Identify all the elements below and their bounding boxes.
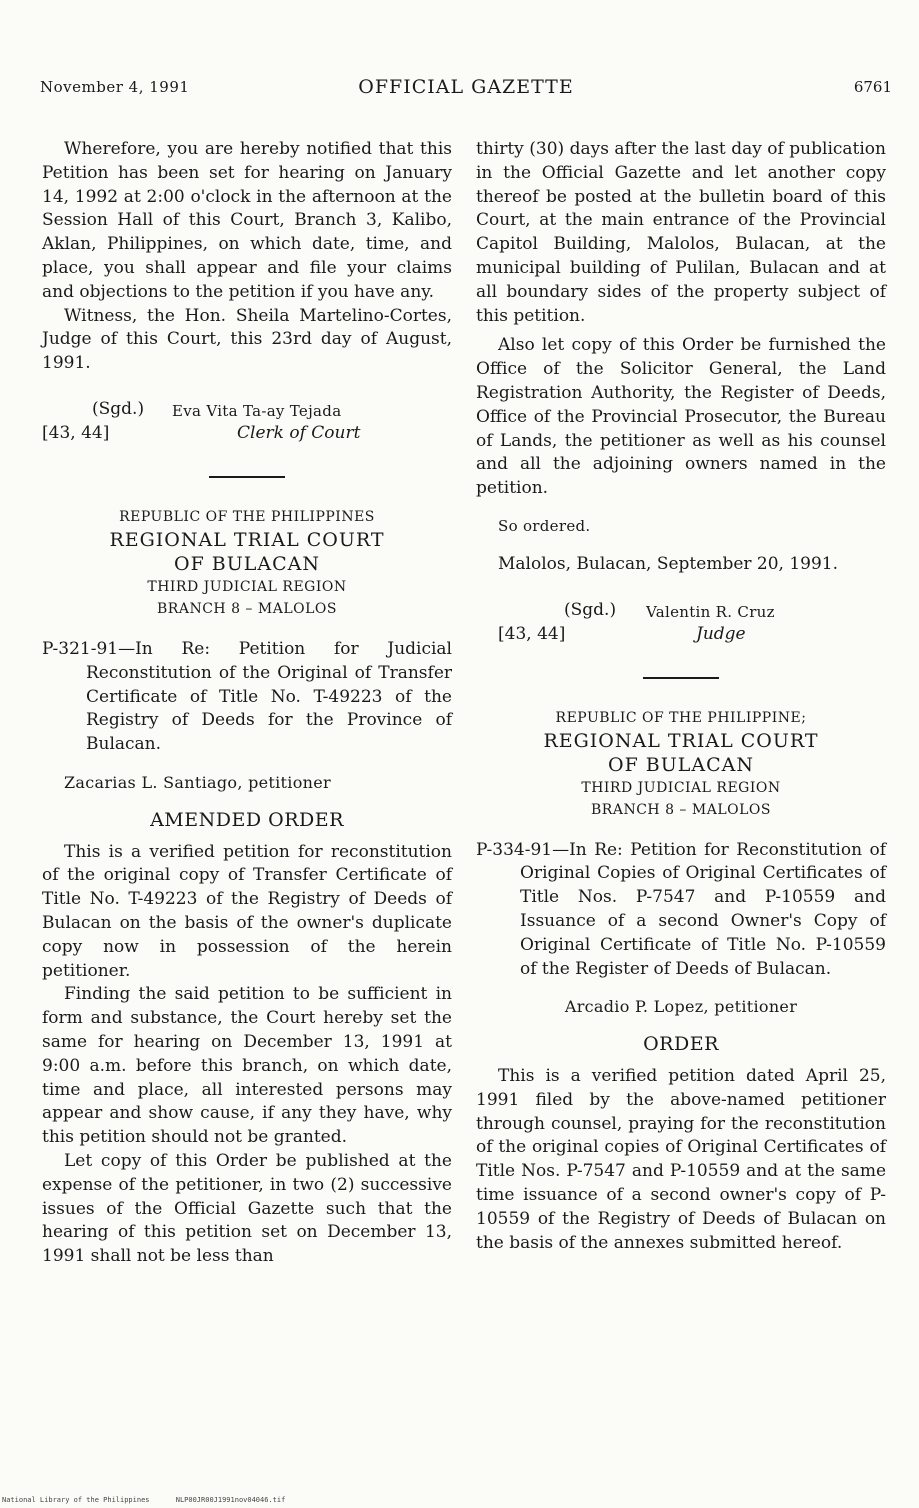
- so-ordered: So ordered.: [498, 516, 591, 535]
- court-province: OF BULACAN: [608, 753, 754, 776]
- order-paragraph: This is a verified petition dated April 25, 1991 filed by the above-named petitioner through counsel, praying for the reconstitution of the original copies of Original Certificates of Title Nos. P-7547 and P-10559 and at the same time issuance of a second owner's copy of P-10559 of the Registry of Deeds of Bulacan on the basis of the annexes submitted hereof.: [476, 1065, 886, 1253]
- signatory-name: Valentin R. Cruz: [646, 602, 775, 621]
- header-publication: OFFICIAL GAZETTE: [358, 76, 574, 98]
- place-and-date: Malolos, Bulacan, September 20, 1991.: [498, 553, 839, 574]
- order-paragraph-1: This is a verified petition for reconstitution of the original copy of Transfer Certificate of Title No. T-49223 of the Registry of Deeds of Bulacan on the basis of the owner's duplicate copy now in possession of the herein petitioner.: [42, 841, 452, 981]
- order-paragraph-3: Let copy of this Order be published at the expense of the petitioner, in two (2) successive issues of the Official Gazette such that the hearing of this petition set on December 13, 1991 shall not be less than: [42, 1150, 452, 1267]
- court-region: THIRD JUDICIAL REGION: [581, 779, 781, 796]
- republic-line: REPUBLIC OF THE PHILIPPINES: [119, 508, 375, 525]
- order-paragraph-2: Finding the said petition to be sufficient in form and substance, the Court hereby set the same for hearing on December 13, 1991 at 9:00 a.m. before this branch, on which date, time and place, all interested persons may appear and show cause, if any they have, why this petition should not be granted.: [42, 984, 452, 1148]
- court-name: REGIONAL TRIAL COURT: [109, 528, 385, 551]
- furnish-paragraph: Also let copy of this Order be furnished the Office of the Solicitor General, the Land Registration Authority, the Register of Deeds, Office of the Provincial Prosecutor, the Bureau of Lands, the petitioner as well as his counsel and all the adjoining owners named in the petition.: [476, 335, 886, 499]
- clerk-signature: [42, 398, 452, 446]
- witness-paragraph: Witness, the Hon. Sheila Martelino-Cortes, Judge of this Court, this 23rd day of August, 1991.: [42, 305, 452, 374]
- sgd-label: (Sgd.): [564, 599, 617, 620]
- library-credit: National Library of the Philippines: [2, 1496, 150, 1504]
- court-heading: [42, 506, 452, 620]
- case-title: P-321-91—In Re: Petition for Judicial Reconstitution of the Original of Transfer Certificate of Title No. T-49223 of the Registry of Deeds for the Province of Bulacan.: [42, 638, 452, 755]
- section-divider: [643, 677, 719, 679]
- issue-reference: [43, 44]: [42, 422, 110, 443]
- signatory-title: Judge: [696, 623, 746, 644]
- republic-line: REPUBLIC OF THE PHILIPPINE;: [555, 709, 807, 726]
- notice-paragraph: Wherefore, you are hereby notified that this Petition has been set for hearing on January 14, 1992 at 2:00 o'clock in the afternoon at the Session Hall of this Court, Branch 3, Kalibo, Aklan, Philippines, on which date, time, and place, you shall appear and file your claims and objections to the petition if you have any.: [42, 139, 452, 302]
- petitioner-line: Zacarias L. Santiago, petitioner: [64, 772, 331, 792]
- continued-paragraph: thirty (30) days after the last day of publication in the Official Gazette and let another copy thereof be posted at the bulletin board of this Court, at the main entrance of the Provincial Capitol Building, Malolos, Bulacan, at the municipal building of Pulilan, Bulacan and at all boundary sides of the property subject of this petition.: [476, 139, 886, 326]
- court-branch: BRANCH 8 – MALOLOS: [591, 801, 771, 818]
- section-divider: [209, 476, 285, 478]
- order-heading: ORDER: [643, 1033, 719, 1056]
- case-title: P-334-91—In Re: Petition for Reconstitution of Original Copies of Original Certificates of Title Nos. P-7547 and P-10559 and Issuance of a second Owner's Copy of Original Certificate of Title No. P-10559 of the Register of Deeds of Bulacan.: [476, 839, 886, 979]
- court-branch: BRANCH 8 – MALOLOS: [157, 600, 337, 617]
- scan-filename: NLP00JR00J1991nov04046.tif: [175, 1496, 286, 1504]
- left-column: [42, 138, 452, 1269]
- page-header: [40, 76, 892, 102]
- issue-reference: [43, 44]: [498, 623, 566, 644]
- court-province: OF BULACAN: [174, 552, 320, 575]
- court-region: THIRD JUDICIAL REGION: [147, 578, 347, 595]
- judge-signature: [476, 599, 886, 647]
- right-column: [476, 138, 886, 1255]
- sgd-label: (Sgd.): [92, 398, 145, 419]
- petitioner-line: Arcadio P. Lopez, petitioner: [564, 997, 798, 1017]
- signatory-name: Eva Vita Ta-ay Tejada: [172, 401, 342, 420]
- order-heading: AMENDED ORDER: [150, 808, 344, 831]
- court-heading: [476, 707, 886, 821]
- signatory-title: Clerk of Court: [237, 422, 361, 443]
- scan-footer: [2, 1496, 307, 1504]
- header-page-number: 6761: [853, 78, 892, 96]
- court-name: REGIONAL TRIAL COURT: [543, 729, 819, 752]
- header-date: November 4, 1991: [40, 78, 190, 96]
